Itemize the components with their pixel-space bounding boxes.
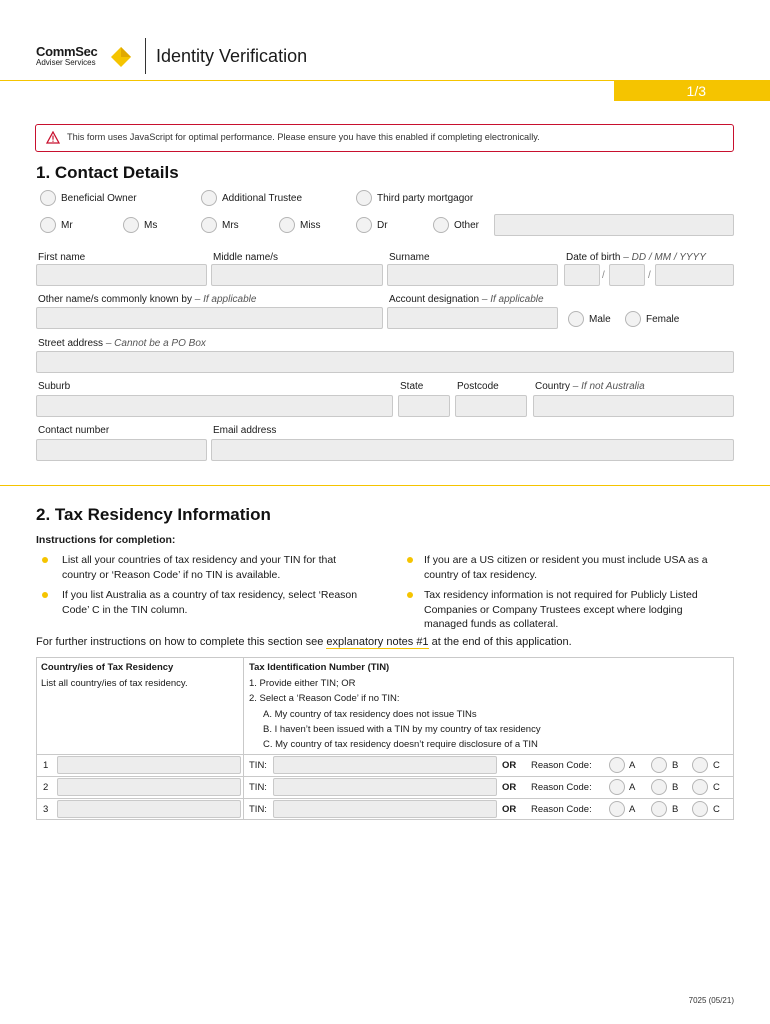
header-divider — [145, 38, 146, 74]
row-2-tin-field[interactable] — [273, 778, 497, 796]
radio-additional-trustee[interactable] — [201, 190, 217, 206]
radio-other[interactable] — [433, 217, 449, 233]
row-3-radio-a[interactable] — [609, 801, 625, 817]
table-col-divider — [243, 657, 244, 820]
row-1-radio-c[interactable] — [692, 757, 708, 773]
radio-male[interactable] — [568, 311, 584, 327]
col2-line-3: A. My country of tax residency does not issue TINs — [263, 709, 477, 720]
postcode-field[interactable] — [455, 395, 527, 417]
row-3-reason-label: Reason Code: — [531, 804, 592, 815]
bullet-dot-4 — [407, 592, 413, 598]
row-1-tin-field[interactable] — [273, 756, 497, 774]
form-code: 7025 (05/21) — [688, 996, 734, 1005]
row-2-radio-a[interactable] — [609, 779, 625, 795]
label-male: Male — [589, 314, 611, 325]
account-designation-field[interactable] — [387, 307, 558, 329]
state-field[interactable] — [398, 395, 450, 417]
col1-sub: List all country/ies of tax residency. — [41, 678, 188, 689]
radio-ms[interactable] — [123, 217, 139, 233]
label-additional-trustee: Additional Trustee — [222, 193, 303, 204]
row-3-code-c: C — [713, 804, 720, 815]
further-instructions — [36, 636, 572, 648]
bullet-text-2: If you list Australia as a country of tax residency, select ‘Reason Code’ C in the TIN column. — [62, 589, 358, 616]
brand-diamond-icon — [110, 46, 132, 68]
dob-sep-2: / — [648, 270, 651, 281]
row-1-tin-label: TIN: — [249, 760, 267, 771]
label-ms: Ms — [144, 220, 158, 231]
row-2-or: OR — [502, 782, 517, 793]
col2-line-1: 1. Provide either TIN; OR — [249, 678, 356, 689]
label-other-names — [38, 294, 256, 305]
brand-logo — [36, 44, 146, 70]
bullet-dot-3 — [407, 557, 413, 563]
row-2-code-b: B — [672, 782, 679, 793]
table-row-line-1 — [36, 754, 734, 755]
row-3-radio-c[interactable] — [692, 801, 708, 817]
label-surname: Surname — [389, 252, 430, 263]
col2-line-4: B. I haven’t been issued with a TIN by my country of tax residency — [263, 724, 541, 735]
section-divider — [0, 485, 770, 486]
row-1-radio-b[interactable] — [651, 757, 667, 773]
label-postcode: Postcode — [457, 381, 499, 392]
radio-beneficial-owner[interactable] — [40, 190, 56, 206]
bullet-text-3: If you are a US citizen or resident you must include USA as a country of tax residency. — [424, 554, 708, 581]
table-row-line-3 — [36, 798, 734, 799]
label-country — [535, 381, 645, 392]
row-1-reason-label: Reason Code: — [531, 760, 592, 771]
other-names-field[interactable] — [36, 307, 383, 329]
label-contact-number: Contact number — [38, 425, 110, 436]
surname-field[interactable] — [387, 264, 558, 286]
row-3-country-field[interactable] — [57, 800, 241, 818]
account-designation-hint: – If applicable — [481, 294, 544, 305]
col2-line-5: C. My country of tax residency doesn’t require disclosure of a TIN — [263, 739, 538, 750]
account-designation-text: Account designation — [389, 294, 480, 305]
other-names-hint: – If applicable — [194, 294, 257, 305]
further-post: at the end of this application. — [428, 636, 572, 648]
dob-day-field[interactable] — [564, 264, 600, 286]
label-beneficial-owner: Beneficial Owner — [61, 193, 137, 204]
label-female: Female — [646, 314, 680, 325]
row-3-tin-label: TIN: — [249, 804, 267, 815]
row-3-code-a: A — [629, 804, 636, 815]
label-first-name: First name — [38, 252, 86, 263]
label-street-address — [38, 338, 206, 349]
explanatory-notes-link[interactable]: explanatory notes #1 — [326, 636, 429, 648]
row-2-radio-b[interactable] — [651, 779, 667, 795]
suburb-field[interactable] — [36, 395, 393, 417]
label-middle-name: Middle name/s — [213, 252, 279, 263]
row-2-country-field[interactable] — [57, 778, 241, 796]
label-other: Other — [454, 220, 480, 231]
row-1-country-field[interactable] — [57, 756, 241, 774]
label-date-of-birth — [566, 252, 706, 263]
radio-mr[interactable] — [40, 217, 56, 233]
radio-dr[interactable] — [356, 217, 372, 233]
warning-icon — [46, 131, 60, 144]
row-3-code-b: B — [672, 804, 679, 815]
col2-header: Tax Identification Number (TIN) — [249, 662, 390, 673]
bullet-dot-2 — [42, 592, 48, 598]
country-field[interactable] — [533, 395, 734, 417]
row-2-code-a: A — [629, 782, 636, 793]
dob-hint: – DD / MM / YYYY — [623, 252, 706, 263]
row-1-code-c: C — [713, 760, 720, 771]
country-hint: – If not Australia — [572, 381, 645, 392]
row-2-reason-label: Reason Code: — [531, 782, 592, 793]
contact-heading: 1. Contact Details — [36, 163, 179, 182]
bullet-dot-1 — [42, 557, 48, 563]
row-3-number: 3 — [43, 804, 49, 815]
row-2-radio-c[interactable] — [692, 779, 708, 795]
label-mr: Mr — [61, 220, 73, 231]
page-title: Identity Verification — [156, 46, 308, 66]
row-2-code-c: C — [713, 782, 720, 793]
radio-miss[interactable] — [279, 217, 295, 233]
row-1-code-a: A — [629, 760, 636, 771]
brand-sub: Adviser Services — [36, 58, 96, 67]
row-1-or: OR — [502, 760, 517, 771]
label-account-designation — [389, 294, 544, 305]
row-3-radio-b[interactable] — [651, 801, 667, 817]
label-third-party-mortgagor: Third party mortgagor — [377, 193, 474, 204]
further-pre: For further instructions on how to complete this section see — [36, 636, 327, 648]
label-miss: Miss — [300, 220, 321, 231]
bullet-text-1: List all your countries of tax residency and your TIN for that country or ‘Reason Code’ if no TIN is available. — [62, 554, 337, 581]
other-names-text: Other name/s commonly known by — [38, 294, 192, 305]
middle-name-field[interactable] — [211, 264, 383, 286]
country-text: Country — [535, 381, 571, 392]
row-1-code-b: B — [672, 760, 679, 771]
street-hint: – Cannot be a PO Box — [105, 338, 206, 349]
row-1-number: 1 — [43, 760, 49, 771]
row-2-tin-label: TIN: — [249, 782, 267, 793]
tax-heading: 2. Tax Residency Information — [36, 505, 271, 524]
label-email: Email address — [213, 425, 277, 436]
street-text: Street address — [38, 338, 104, 349]
radio-third-party-mortgagor[interactable] — [356, 190, 372, 206]
contact-number-field[interactable] — [36, 439, 207, 461]
radio-female[interactable] — [625, 311, 641, 327]
dob-label-text: Date of birth — [566, 252, 621, 263]
warning-text: This form uses JavaScript for optimal performance. Please ensure you have this enabled if completing electronically. — [67, 132, 540, 142]
label-dr: Dr — [377, 220, 388, 231]
page-indicator — [614, 81, 770, 101]
row-1-radio-a[interactable] — [609, 757, 625, 773]
row-3-tin-field[interactable] — [273, 800, 497, 818]
instructions-title: Instructions for completion: — [36, 534, 176, 546]
page-indicator-text: 1/3 — [686, 83, 706, 99]
label-suburb: Suburb — [38, 381, 71, 392]
bullet-text-4: Tax residency information is not required for Publicly Listed Companies or Company Trustees except where lodging managed funds as collateral. — [424, 589, 698, 630]
dob-month-field[interactable] — [609, 264, 645, 286]
javascript-warning — [35, 124, 734, 152]
dob-year-field[interactable] — [655, 264, 734, 286]
email-field[interactable] — [211, 439, 734, 461]
brand-name: CommSec — [36, 44, 98, 59]
label-state: State — [400, 381, 424, 392]
row-3-or: OR — [502, 804, 517, 815]
col2-line-2: 2. Select a ‘Reason Code’ if no TIN: — [249, 693, 400, 704]
radio-mrs[interactable] — [201, 217, 217, 233]
row-2-number: 2 — [43, 782, 49, 793]
col1-header: Country/ies of Tax Residency — [41, 662, 174, 673]
street-address-field[interactable] — [36, 351, 734, 373]
label-mrs: Mrs — [222, 220, 239, 231]
dob-sep-1: / — [602, 270, 605, 281]
other-title-field[interactable] — [494, 214, 734, 236]
table-row-line-2 — [36, 776, 734, 777]
first-name-field[interactable] — [36, 264, 207, 286]
